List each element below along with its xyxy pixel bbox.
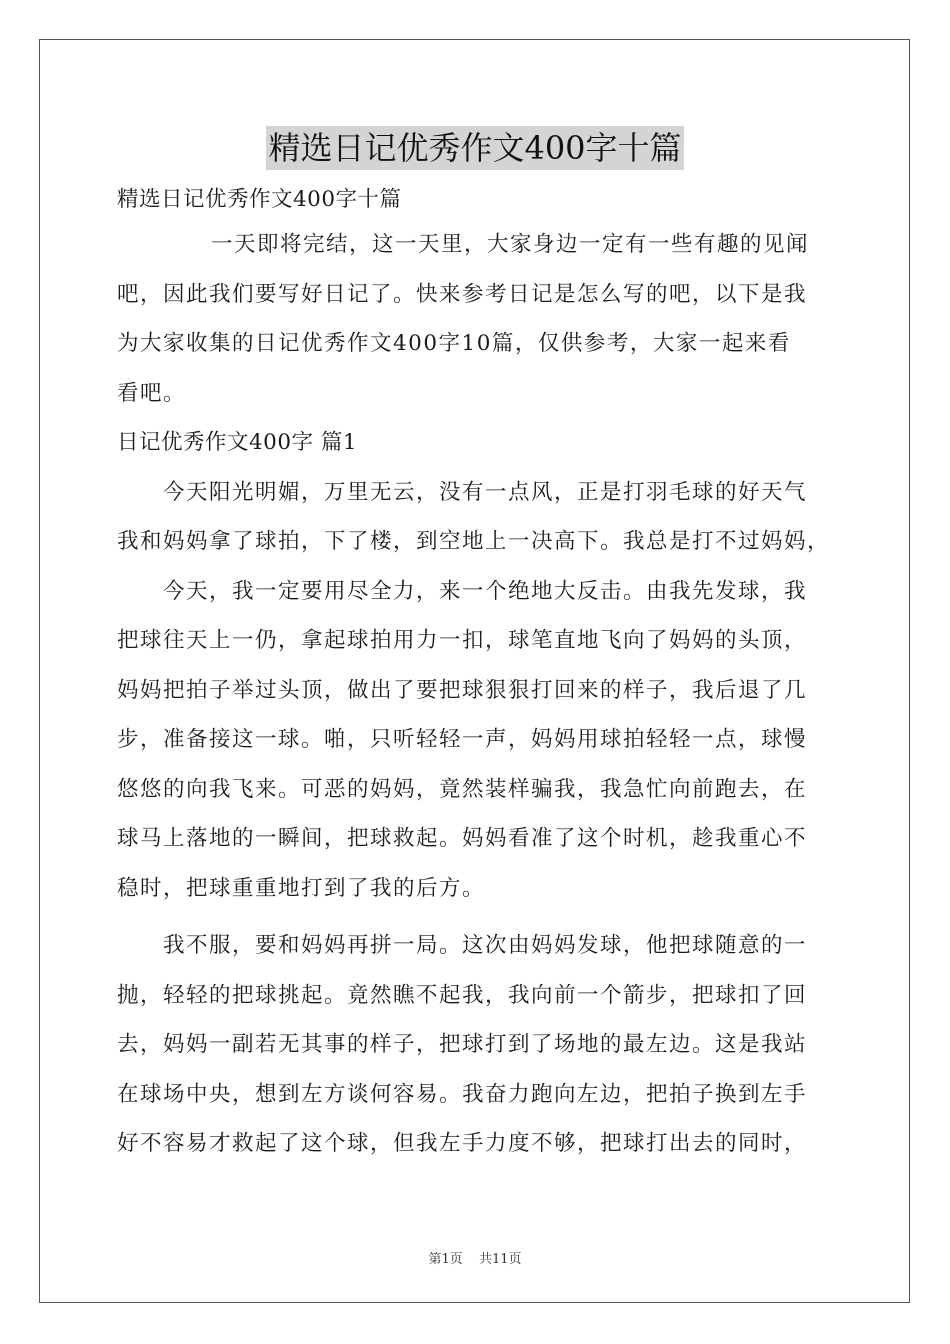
- paragraph-line: 去，妈妈一副若无其事的样子，把球打到了场地的最左边。这是我站: [117, 1032, 808, 1057]
- paragraph-line: 好不容易才救起了这个球，但我左手力度不够，把球打出去的同时，: [117, 1131, 808, 1156]
- intro-line: 一天即将完结，这一天里，大家身边一定有一些有趣的见闻: [211, 232, 810, 257]
- intro-line: 看吧。: [117, 380, 187, 406]
- paragraph-line: 把球往天上一仍，拿起球拍用力一扣，球笔直地飞向了妈妈的头顶，: [117, 628, 808, 653]
- paragraph-line: 今天阳光明媚，万里无云，没有一点风，正是打羽毛球的好天气: [163, 479, 808, 505]
- document-body: [117, 180, 845, 1169]
- document-title: 精选日记优秀作文400字十篇: [266, 126, 683, 170]
- title-container: [0, 126, 950, 170]
- paragraph-line: 步，准备接这一球。啪，只听轻轻一声，妈妈用球拍轻轻一点，球慢: [117, 727, 808, 752]
- paragraph-line: 抛，轻轻的把球挑起。竟然瞧不起我，我向前一个箭步，把球扣了回: [117, 982, 808, 1008]
- paragraph-line: 球马上落地的一瞬间，把球救起。妈妈看准了这个时机，趁我重心不: [117, 826, 808, 851]
- intro-line: 为大家收集的日记优秀作文400字10篇，仅供参考，大家一起来看: [117, 331, 791, 356]
- paragraph-line: 我和妈妈拿了球拍，下了楼，到空地上一决高下。我总是打不过妈妈，: [117, 529, 831, 554]
- page-footer: [0, 1248, 950, 1267]
- intro-line: 吧，因此我们要写好日记了。快来参考日记是怎么写的吧，以下是我: [117, 281, 808, 307]
- paragraph-line: 今天，我一定要用尽全力，来一个绝地大反击。由我先发球，我: [163, 578, 808, 604]
- paragraph-line: 妈妈把拍子举过头顶，做出了要把球狠狠打回来的样子，我后退了几: [117, 677, 808, 703]
- paragraph-line: 我不服，要和妈妈再拼一局。这次由妈妈发球，他把球随意的一: [163, 933, 808, 958]
- paragraph-line: 稳时，把球重重地打到了我的后方。: [117, 875, 486, 901]
- paragraph-line: 悠悠的向我飞来。可恶的妈妈，竟然装样骗我，我急忙向前跑去，在: [117, 776, 808, 802]
- page-number-total: 共11页: [478, 1252, 522, 1267]
- paragraph-line: 在球场中央，想到左方谈何容易。我奋力跑向左边，把拍子换到左手: [117, 1081, 808, 1107]
- page-number-current: 第1页: [428, 1252, 463, 1267]
- document-subtitle: 精选日记优秀作文400字十篇: [117, 187, 402, 212]
- paragraph-spacer: [117, 913, 845, 921]
- section-heading: 日记优秀作文400字 篇1: [117, 430, 358, 455]
